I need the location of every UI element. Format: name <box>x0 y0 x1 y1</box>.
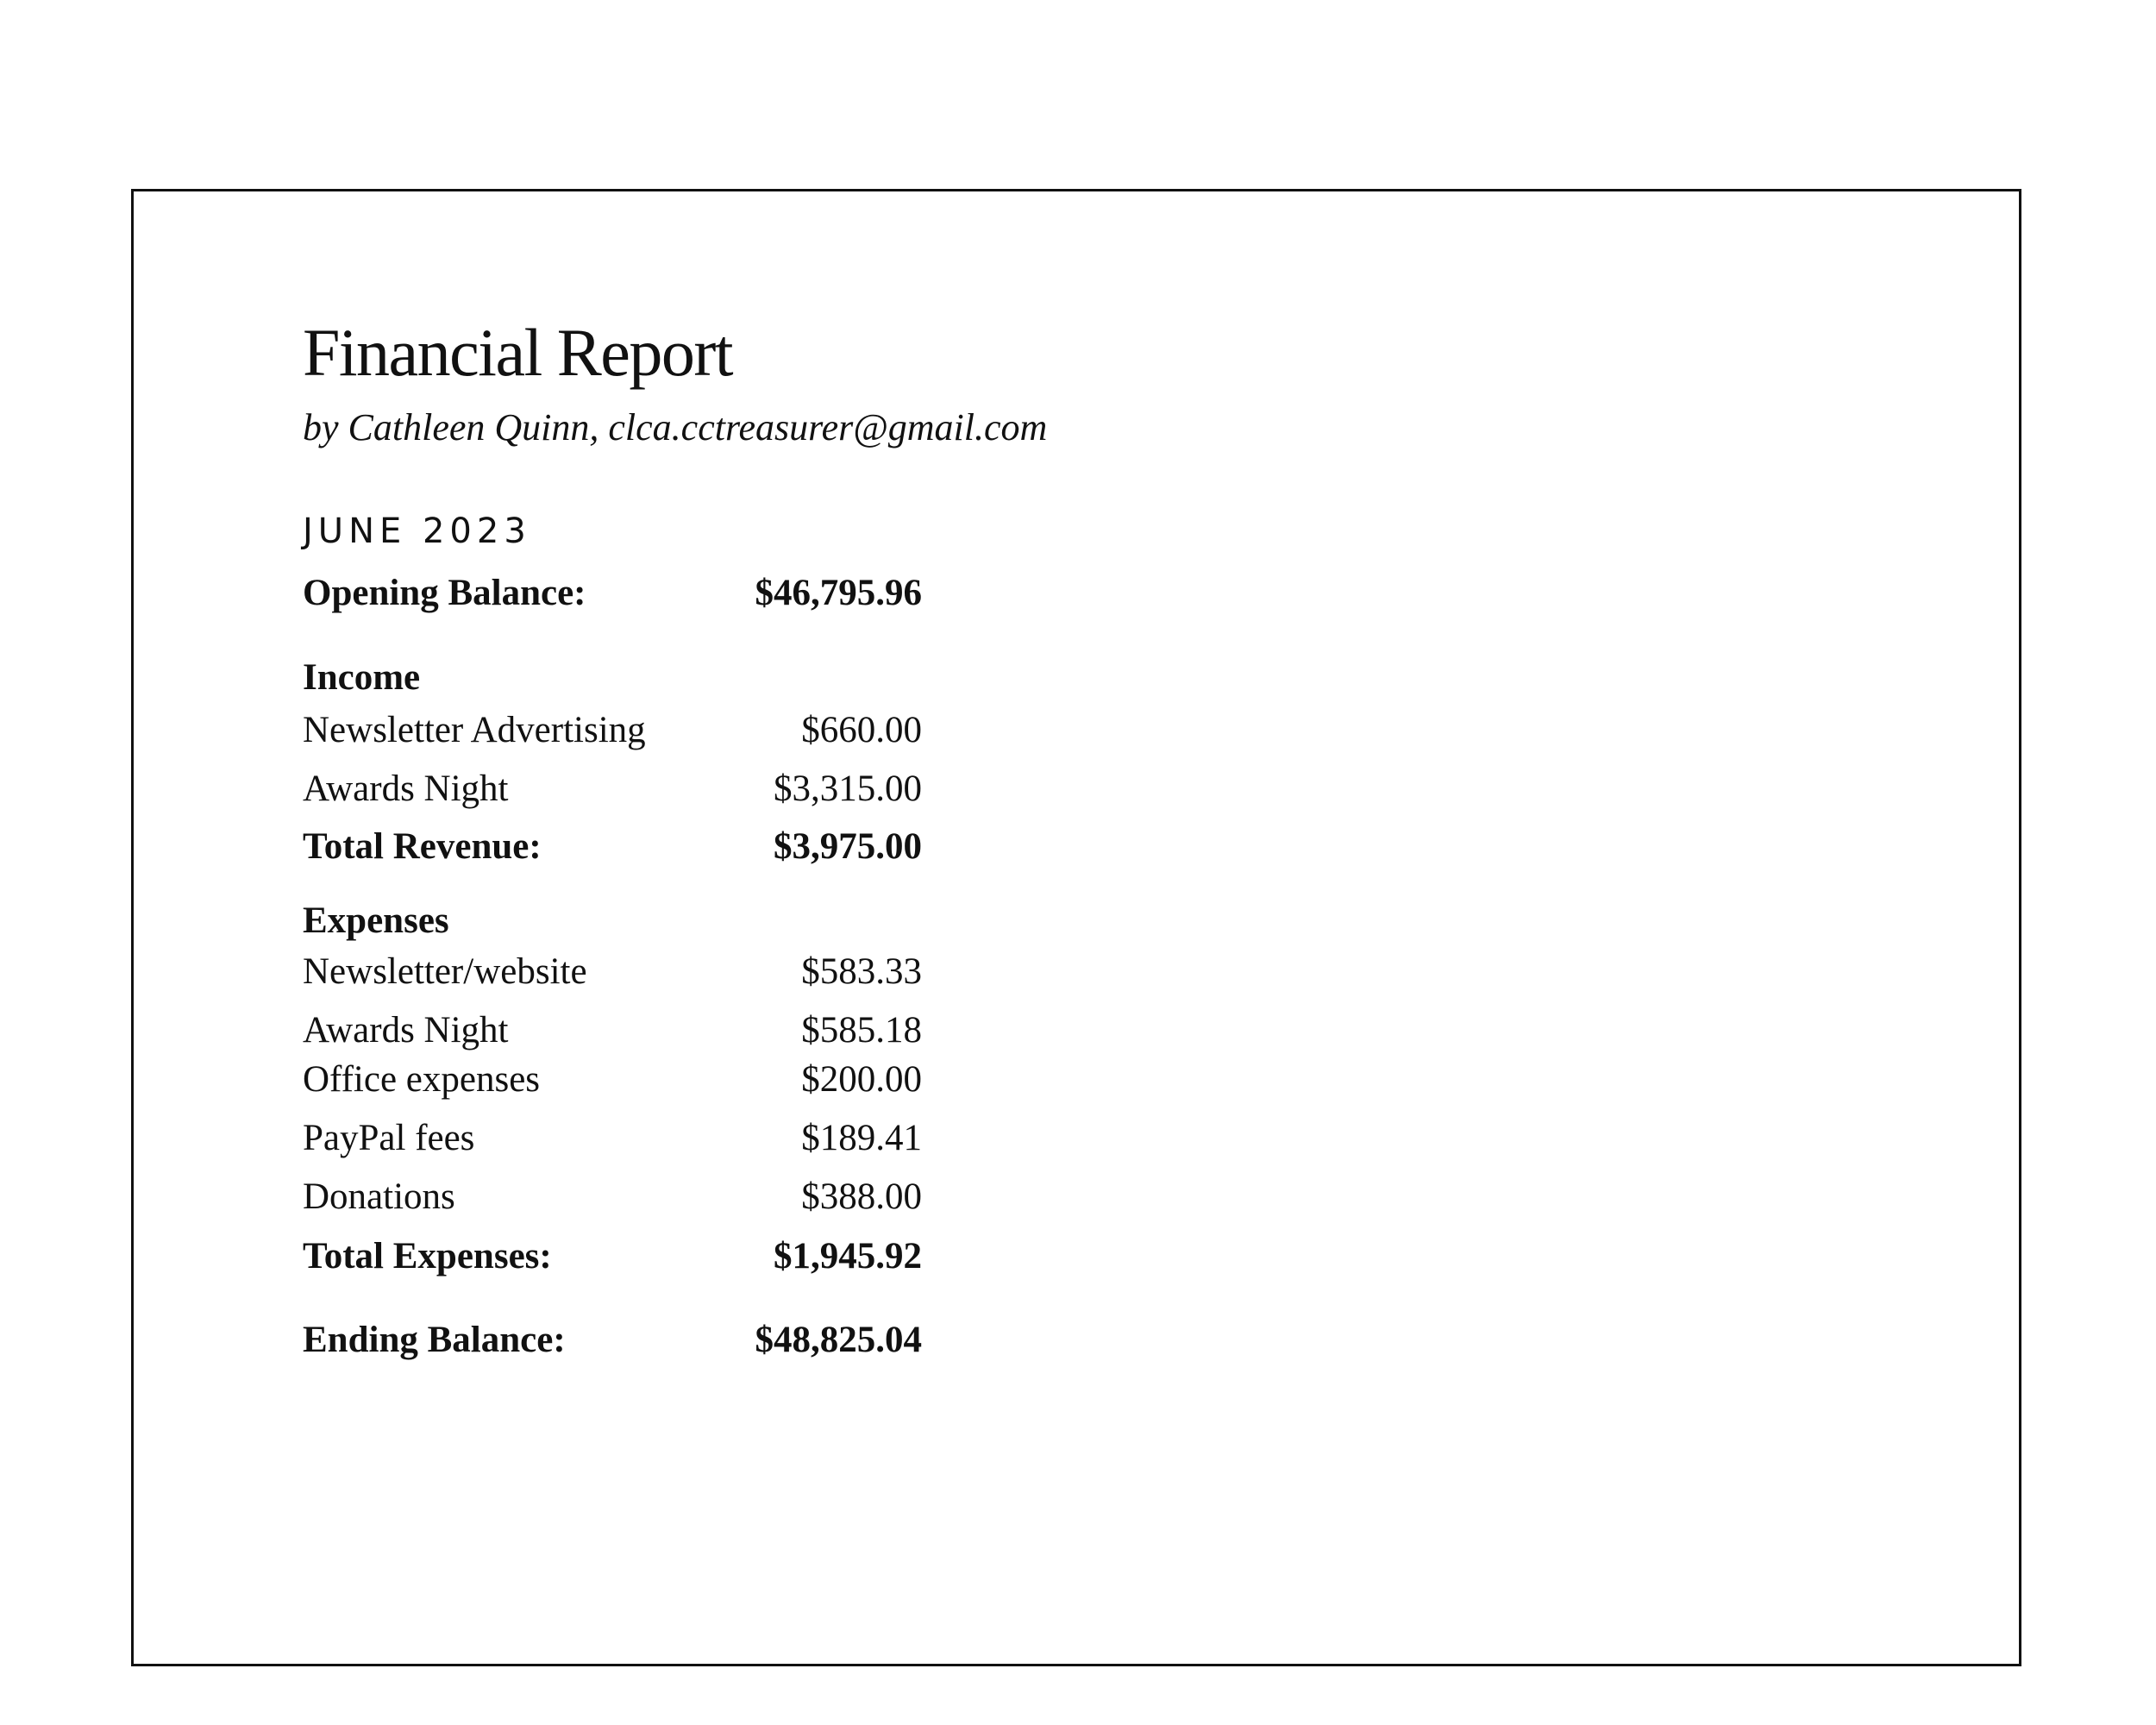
expense-label: Awards Night <box>303 1010 509 1051</box>
expenses-heading: Expenses <box>303 900 449 941</box>
income-amount: $660.00 <box>801 710 922 750</box>
income-row <box>303 770 922 807</box>
expense-label: Donations <box>303 1176 455 1217</box>
total-expenses-amount: $1,945.92 <box>774 1236 922 1276</box>
report-title: Financial Report <box>303 315 733 390</box>
expense-amount: $388.00 <box>801 1176 922 1217</box>
ending-balance-row <box>303 1321 922 1358</box>
total-revenue-label: Total Revenue: <box>303 826 542 867</box>
expense-amount: $583.33 <box>801 951 922 992</box>
total-revenue-row <box>303 828 922 865</box>
expense-label: PayPal fees <box>303 1118 475 1158</box>
expense-label: Office expenses <box>303 1059 541 1100</box>
income-label: Awards Night <box>303 768 509 809</box>
income-amount: $3,315.00 <box>774 768 922 809</box>
opening-balance-row <box>303 574 922 612</box>
total-revenue-amount: $3,975.00 <box>774 826 922 867</box>
ending-balance-label: Ending Balance: <box>303 1320 566 1360</box>
income-row <box>303 712 922 749</box>
total-expenses-row <box>303 1238 922 1275</box>
expense-row <box>303 1120 922 1157</box>
total-expenses-label: Total Expenses: <box>303 1236 552 1276</box>
expense-row <box>303 953 922 990</box>
opening-balance-amount: $46,795.96 <box>755 573 922 613</box>
opening-balance-label: Opening Balance: <box>303 573 586 613</box>
report-content <box>303 315 1251 1360</box>
expense-row <box>303 1061 922 1098</box>
report-byline: by Cathleen Quinn, clca.cctreasurer@gmail.com <box>303 406 1048 448</box>
expense-amount: $585.18 <box>801 1010 922 1051</box>
expense-amount: $200.00 <box>801 1059 922 1100</box>
income-label: Newsletter Advertising <box>303 710 646 750</box>
ending-balance-amount: $48,825.04 <box>755 1320 922 1360</box>
expense-row <box>303 1012 922 1049</box>
expense-row <box>303 1178 922 1215</box>
report-period: JUNE 2023 <box>303 511 531 551</box>
income-heading: Income <box>303 657 421 698</box>
expense-label: Newsletter/website <box>303 951 587 992</box>
expense-amount: $189.41 <box>801 1118 922 1158</box>
